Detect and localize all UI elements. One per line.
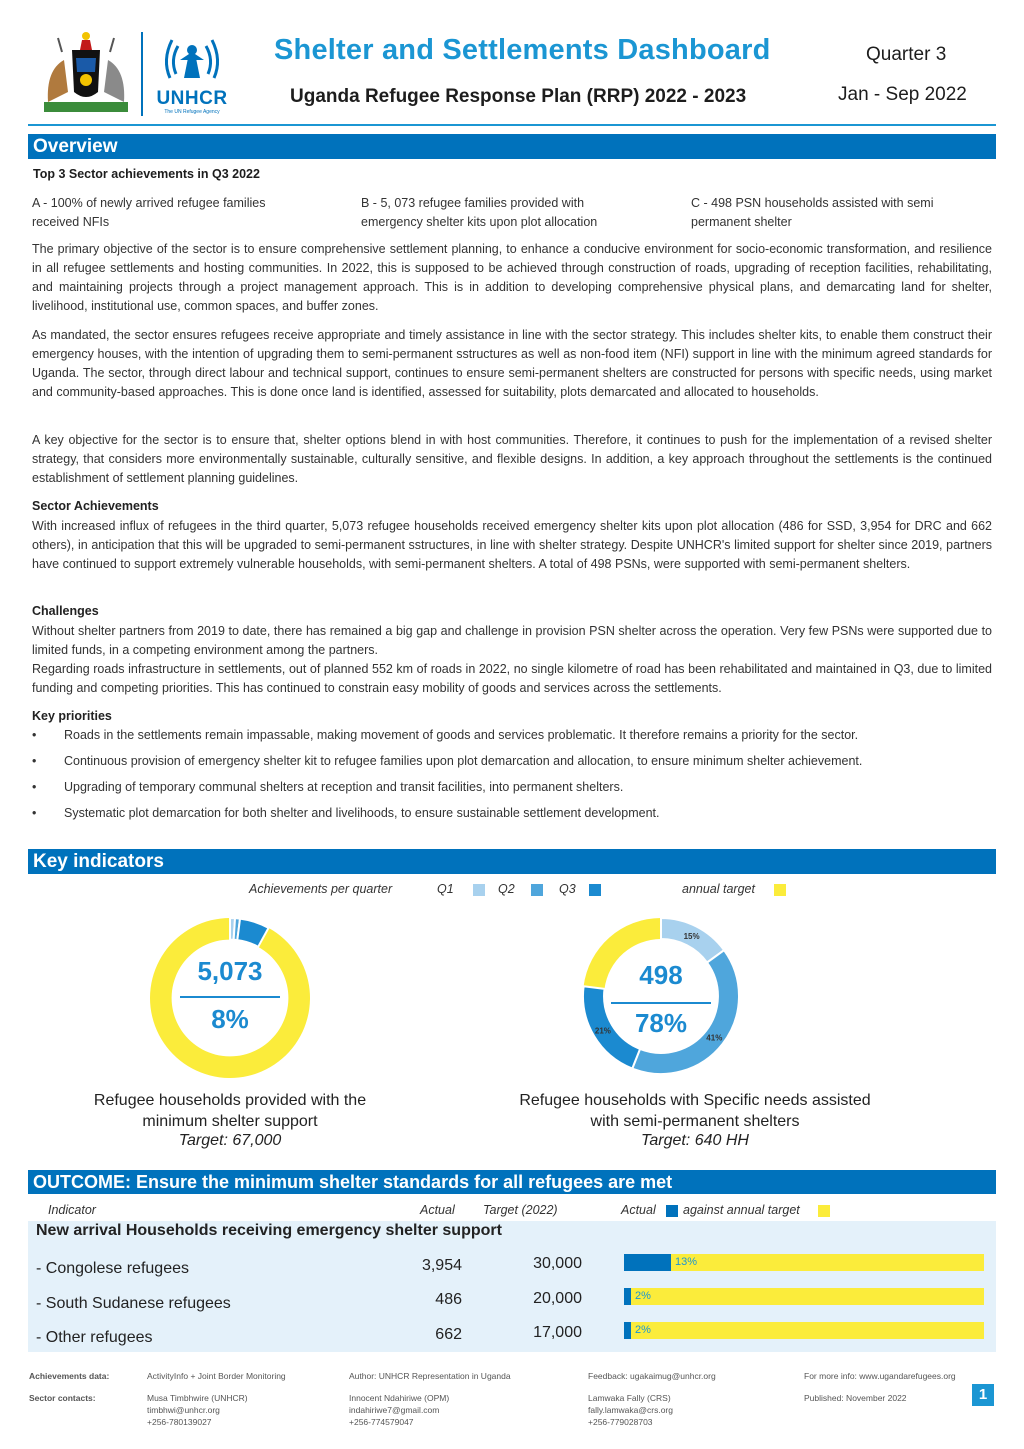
unhcr-logo: [148, 30, 236, 118]
priorities-heading: Key priorities: [32, 709, 112, 723]
col-indicator: Indicator: [48, 1203, 96, 1217]
key-indicators-section-bar: Key indicators: [28, 849, 996, 874]
overview-paragraph-2: As mandated, the sector ensures refugees receive appropriate and timely assistance in line with the sector strategy. This includes shelter kits, to enable them construct their emergency houses, with the intention of upgrading them to semi-permanent sstructures as well as non-food item (NFI) support in line with the minimum agreed standards for Uganda. The sector, through direct labour and technical support, continues to ensure semi-permanent shelters are constructed for persons with specific needs, using market and community-based approaches. This is done once land is identified, assessed for suitability, plots demarcated and allocated to households.: [32, 328, 992, 399]
overview-paragraph-3: A key objective for the sector is to ensure that, shelter options blend in with host communities. Therefore, it continues to push for the implementation of a revised shelter strategy, that considers more environmentally sustainable, culturally sensitive, and flexible designs. In addition, a key approach throughout the settlements is the continued establishment of settlement planning guidelines.: [32, 433, 992, 485]
footer-published: Published: November 2022: [804, 1393, 907, 1403]
footer-contact-2: [349, 1392, 449, 1428]
table-row-target: 20,000: [533, 1290, 582, 1307]
progress-bar-track: [624, 1288, 984, 1305]
page-header: [28, 28, 996, 124]
donut-chart-households: [148, 916, 312, 1080]
contact-email[interactable]: timbhwi@unhcr.org: [147, 1405, 220, 1415]
overview-paragraph-1: The primary objective of the sector is to ensure comprehensive settlement planning, to enhance a conducive environment for socio-economic transformation, and resilience in all refugee settlements and hosting communities. In 2022, this is supposed to be achieved through construction of roads, upgrading of reception facilities, rehabilitating, and maintaining projects through a project management approach. This is in addition to developing comprehensive physical plans, and demarcating land for shelter, livelihood, institutional use, common spaces, and buffer zones.: [32, 242, 992, 313]
legend-target-swatch: [774, 884, 786, 896]
table-row-actual: 486: [435, 1291, 462, 1308]
achievement-c: [691, 194, 991, 232]
donut-1-value: 5,073: [197, 956, 263, 986]
progress-bar-percent: 13%: [675, 1256, 698, 1268]
progress-bar-percent: 2%: [635, 1290, 651, 1302]
achievement-a-line2: received NFIs: [32, 215, 110, 229]
bullet-dot: •: [32, 806, 37, 820]
sector-achievements-heading: Sector Achievements: [32, 499, 159, 513]
achievement-a-line1: A - 100% of newly arrived refugee families: [32, 196, 266, 210]
priority-text: Systematic plot demarcation for both shelter and livelihoods, to ensure sustainable settlement development.: [64, 806, 660, 820]
donut-1-label-line1: Refugee households provided with the: [93, 1092, 367, 1109]
footer-achievements-data: ActivityInfo + Joint Border Monitoring: [147, 1371, 286, 1381]
donut-2-label-line2: with semi-permanent shelters: [590, 1113, 800, 1130]
table-row-label: - Congolese refugees: [36, 1260, 189, 1277]
donut-1-percent: 8%: [211, 1004, 249, 1034]
contact-email[interactable]: indahiriwe7@gmail.com: [349, 1405, 440, 1415]
col-chart-target-swatch: [818, 1205, 830, 1217]
donut-2-divider: [611, 1002, 711, 1004]
footer-contact-3: [588, 1392, 673, 1428]
donut-segment-label: 15%: [683, 931, 700, 941]
legend-q3-label: Q3: [559, 882, 576, 896]
table-row-actual: 3,954: [421, 1257, 462, 1274]
contact-email[interactable]: fally.lamwaka@crs.org: [588, 1405, 673, 1415]
table-row-target: 17,000: [533, 1324, 582, 1341]
logo-divider: [141, 32, 143, 116]
sector-achievements-text: With increased influx of refugees in the third quarter, 5,073 refugee households received emergency shelter kits upon plot allocation (486 for SSD, 3,954 for DRC and 662 others), in anticipation that this will be upgraded to semi-permanent sstructures, in line with shelter strategy. Despite UNHCR's limited support for shelter since 2019, partners have continued to support extremely vulnerable households, with semi-permanent shelters. A total of 498 PSNs, were supported with semi-permanent shelters.: [32, 519, 992, 571]
donut-1-divider: [180, 996, 280, 998]
contact-phone: +256-780139027: [147, 1417, 212, 1427]
footer-contacts-label: Sector contacts:: [29, 1393, 96, 1403]
progress-bar-fill: [624, 1322, 631, 1339]
achievement-b-line2: emergency shelter kits upon plot allocation: [361, 215, 598, 229]
header-divider: [28, 124, 996, 126]
achievement-b: [361, 194, 661, 232]
priority-text: Continuous provision of emergency shelter kit to refugee families upon plot demarcation and allocation, to ensure minimum shelter achievement.: [64, 754, 863, 768]
achievement-b-line1: B - 5, 073 refugee families provided with: [361, 196, 585, 210]
contact-name: Lamwaka Fally (CRS): [588, 1393, 671, 1403]
page-title: Shelter and Settlements Dashboard: [274, 34, 771, 66]
priority-text: Roads in the settlements remain impassable, making movement of goods and services problematic. It therefore remains a priority for the sector.: [64, 728, 859, 742]
col-chart-actual: Actual: [621, 1203, 656, 1217]
progress-bar-fill: [624, 1254, 671, 1271]
uganda-coat-of-arms-icon: [38, 30, 134, 118]
progress-bar-track: [624, 1322, 984, 1339]
legend-target-label: annual target: [682, 882, 755, 896]
challenges-heading: Challenges: [32, 604, 99, 618]
legend-q2-swatch: [531, 884, 543, 896]
donut-segment-label: 21%: [594, 1026, 611, 1036]
legend-q3-swatch: [589, 884, 601, 896]
priority-text: Upgrading of temporary communal shelters at reception and transit facilities, into permanent shelters.: [64, 780, 624, 794]
footer-feedback[interactable]: Feedback: ugakaimug@unhcr.org: [588, 1371, 716, 1381]
col-chart-actual-swatch: [666, 1205, 678, 1217]
contact-phone: +256-774579047: [349, 1417, 414, 1427]
footer-more-info[interactable]: For more info: www.ugandarefugees.org: [804, 1371, 956, 1381]
achievement-c-line2: permanent shelter: [691, 215, 792, 229]
footer-author: Author: UNHCR Representation in Uganda: [349, 1371, 511, 1381]
donut-2-percent: 78%: [634, 1008, 688, 1038]
table-row-label: - South Sudanese refugees: [36, 1295, 231, 1312]
progress-bar-fill: [624, 1288, 631, 1305]
donut-segment-label: 41%: [706, 1033, 723, 1043]
contact-name: Innocent Ndahiriwe (OPM): [349, 1393, 450, 1403]
page-number: 1: [972, 1384, 994, 1406]
contact-phone: +256-779028703: [588, 1417, 653, 1427]
legend-q1-swatch: [473, 884, 485, 896]
bullet-dot: •: [32, 728, 37, 742]
challenges-text-1: Without shelter partners from 2019 to date, there has remained a big gap and challenge in provision PSN shelter across the operation. Very few PSNs were supported due to limited funds, in a competing environment among the partners.: [32, 624, 992, 657]
unhcr-emblem-icon: [148, 30, 236, 88]
donut-2-value: 498: [639, 960, 683, 990]
table-row-target: 30,000: [533, 1255, 582, 1272]
col-actual: Actual: [420, 1203, 455, 1217]
donut-1-target: Target: 67,000: [178, 1132, 282, 1149]
donut-1-label-line2: minimum shelter support: [142, 1113, 318, 1130]
period-label: Jan - Sep 2022: [838, 84, 967, 105]
donut-chart-psn: [581, 916, 741, 1076]
donut-2-label: [470, 1090, 920, 1132]
outcome-section-bar: OUTCOME: Ensure the minimum shelter standards for all refugees are met: [28, 1170, 996, 1194]
legend-q1-label: Q1: [437, 882, 454, 896]
top3-heading: Top 3 Sector achievements in Q3 2022: [33, 167, 260, 181]
bullet-dot: •: [32, 780, 37, 794]
legend-caption: Achievements per quarter: [249, 882, 393, 896]
donut-2-target: Target: 640 HH: [641, 1132, 749, 1149]
progress-bar-percent: 2%: [635, 1324, 651, 1336]
challenges-text-2: Regarding roads infrastructure in settlements, out of planned 552 km of roads in 2022, no single kilometre of road has been rehabilitated and maintained in Q3, due to limited funding and competing priorities. This has continued to constrain easy mobility of goods and services across the settlements.: [32, 662, 992, 695]
col-target: Target (2022): [483, 1203, 558, 1217]
bullet-dot: •: [32, 754, 37, 768]
donut-1-label: [40, 1090, 420, 1132]
footer-contact-1: [147, 1392, 248, 1428]
legend-q2-label: Q2: [498, 882, 515, 896]
outcome-subheading: New arrival Households receiving emergency shelter support: [36, 1222, 502, 1239]
donut-2-label-line1: Refugee households with Specific needs assisted: [519, 1092, 871, 1109]
achievement-c-line1: C - 498 PSN households assisted with semi: [691, 196, 934, 210]
contact-name: Musa Timbhwire (UNHCR): [147, 1393, 248, 1403]
table-row-actual: 662: [435, 1326, 462, 1343]
overview-section-bar: Overview: [28, 134, 996, 159]
footer-achievements-label: Achievements data:: [29, 1371, 110, 1381]
col-chart-against: against annual target: [683, 1203, 800, 1217]
page-subtitle: Uganda Refugee Response Plan (RRP) 2022 - 2023: [290, 86, 747, 107]
unhcr-logo-text: UNHCR: [156, 88, 228, 109]
achievement-a: [32, 194, 332, 232]
unhcr-logo-subtext: The UN Refugee Agency: [164, 109, 220, 115]
quarter-label: Quarter 3: [866, 44, 947, 65]
donut-target-remaining: [150, 918, 310, 1078]
table-row-label: - Other refugees: [36, 1329, 153, 1346]
